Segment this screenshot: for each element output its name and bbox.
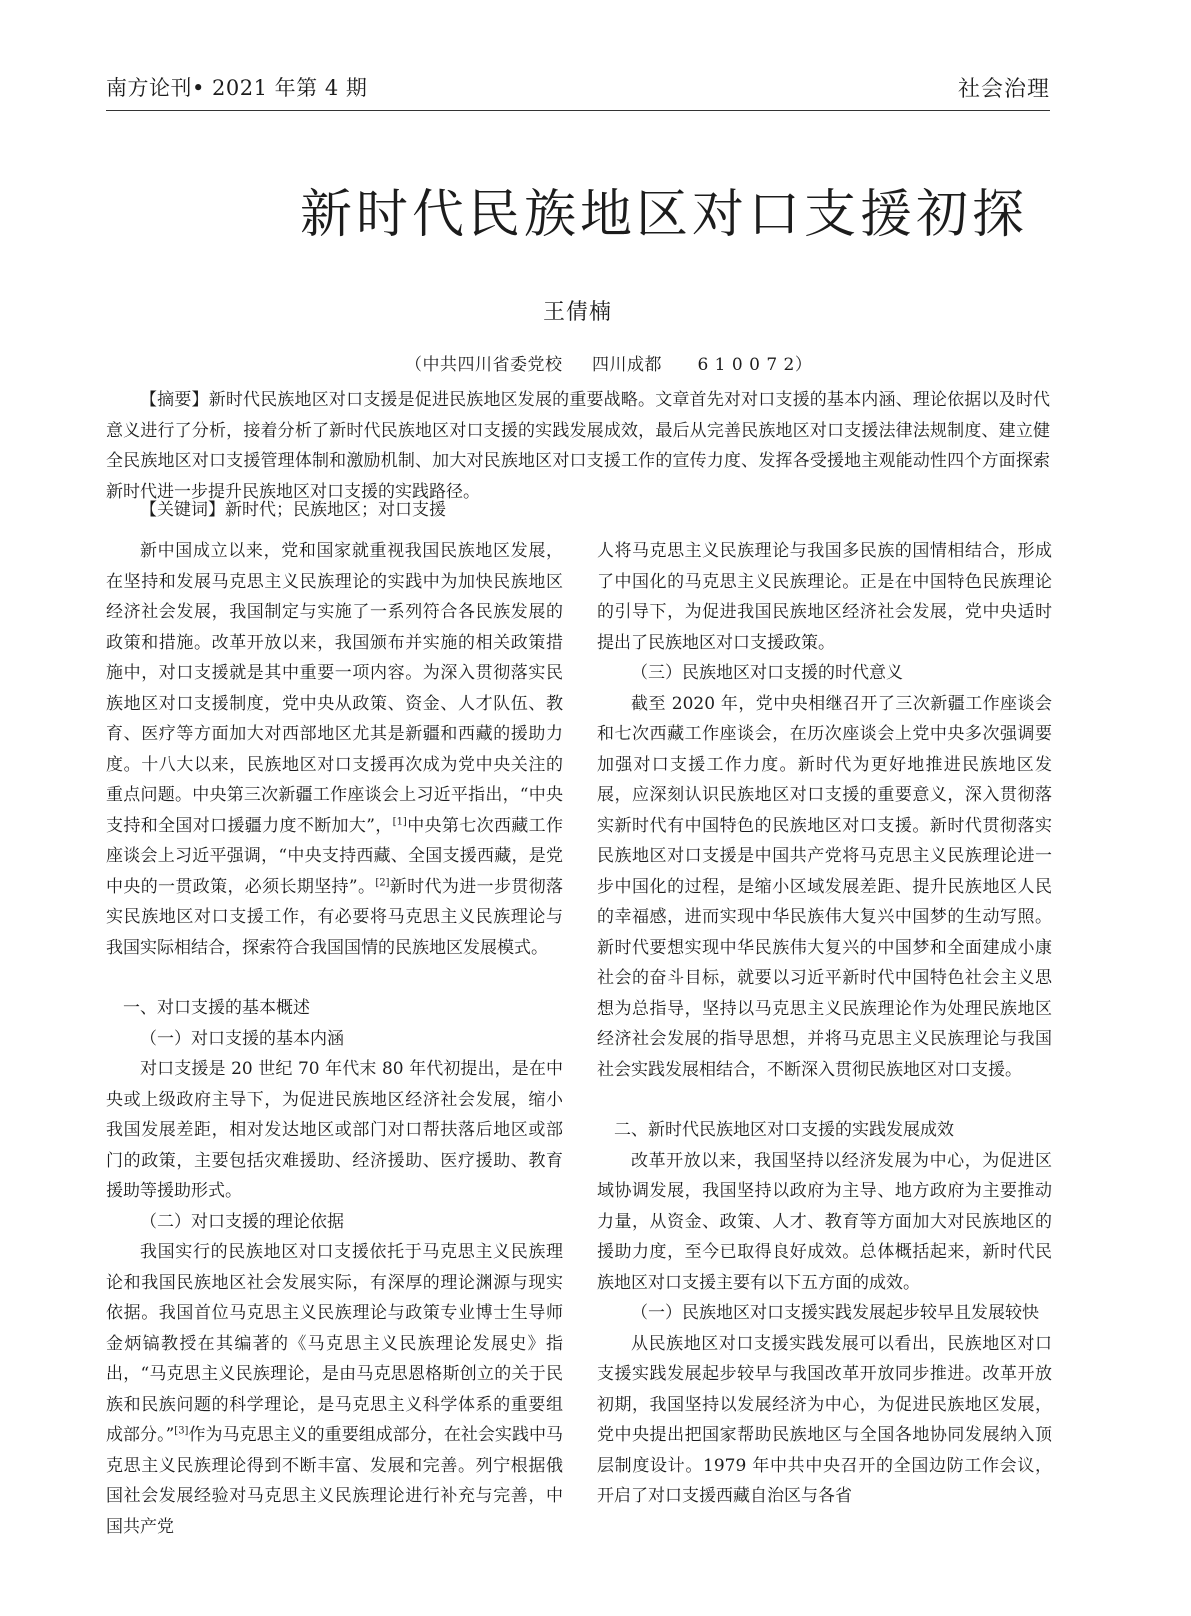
author-affiliation: （中共四川省委党校 四川成都 6 1 0 0 7 2） — [405, 355, 813, 375]
citation-1: [1] — [392, 815, 407, 827]
journal-name: 南方论刊• 2021 年第 4 期 — [106, 76, 368, 100]
intro-text-a: 新中国成立以来，党和国家就重视我国民族地区发展，在坚持和发展马克思主义民族理论的实践中为加快民族地区经济社会发展，我国制定与实施了一系列符合各民族发展的政策和措施。改革开放以来，我国颁布并实施的相关政策措施中，对口支援就是其中重要一项内容。为深入贯彻落实民族地区对口支援制度，党中央从政策、资金、人才队伍、教育、医疗等方面加大对西部地区尤其是新疆和西藏的援助力度。十八大以来，民族地区对口支援再次成为党中央关注的重点问题。中央第三次新疆工作座谈会上习近平指出，“中央支持和全国对口援疆力度不断加大”， — [106, 541, 563, 836]
citation-2: [2] — [375, 876, 390, 888]
right-column — [597, 536, 1052, 1512]
subsection-2-heading: （二）对口支援的理论依据 — [140, 1211, 344, 1232]
subsection-3-heading: （三）民族地区对口支援的时代意义 — [631, 663, 903, 683]
intro-paragraph — [106, 536, 563, 963]
abstract: 【摘要】新时代民族地区对口支援是促进民族地区发展的重要战略。文章首先对对口支援的基本内涵、理论依据以及时代意义进行了分析，接着分析了新时代民族地区对口支援的实践发展成效，最后从完善民族地区对口支援法律法规制度、建立健全民族地区对口支援管理体制和激励机制、加大对民族地区对口支援工作的宣传力度、发挥各受援地主观能动性四个方面探索新时代进一步提升民族地区对口支援的实践路径。 — [106, 390, 1050, 502]
keywords: 【关键词】新时代；民族地区；对口支援 — [140, 500, 446, 520]
subsection-2-text-a: 我国实行的民族地区对口支援依托于马克思主义民族理论和我国民族地区社会发展实际，有深厚的理论渊源与现实依据。我国首位马克思主义民族理论与政策专业博士生导师金炳镐教授在其编著的《马克思主义民族理论发展史》指出，“马克思主义民族理论，是由马克思恩格斯创立的关于民族和民族问题的科学理论，是马克思主义科学体系的重要组成部分。” — [106, 1242, 563, 1445]
section-2-paragraph: 改革开放以来，我国坚持以经济发展为中心，为促进区域协调发展，我国坚持以政府为主导、地方政府为主要推动力量，从资金、政策、人才、教育等方面加大对民族地区的援助力度，至今已取得良好成效。总体概括起来，新时代民族地区对口支援主要有以下五方面的成效。 — [597, 1150, 1052, 1293]
intro-text-b: 中央第七次西藏工作座谈会上习近平强调，“中央支持西藏、全国支援西藏，是党中央的一贯政策，必须长期坚持”。 — [106, 815, 564, 897]
header-divider — [106, 110, 1050, 111]
left-column — [106, 536, 563, 1542]
subsection-4-paragraph: 从民族地区对口支援实践发展可以看出，民族地区对口支援实践发展起步较早与我国改革开放同步推进。改革开放初期，我国坚持以发展经济为中心，为促进民族地区发展，党中央提出把国家帮助民族地区与全国各地协同发展纳入顶层制度设计。1979 年中共中央召开的全国边防工作会议，开启了对口支援西藏自治区与各省 — [597, 1333, 1052, 1506]
subsection-1-heading: （一）对口支援的基本内涵 — [140, 1028, 344, 1049]
citation-3: [3] — [174, 1425, 189, 1437]
article-title: 新时代民族地区对口支援初探 — [300, 185, 1029, 245]
subsection-3-paragraph: 截至 2020 年，党中央相继召开了三次新疆工作座谈会和七次西藏工作座谈会，在历次座谈会上党中央多次强调要加强对口支援工作力度。新时代为更好地推进民族地区发展，应深刻认识民族地区对口支援的重要意义，深入贯彻落实新时代有中国特色的民族地区对口支援。新时代贯彻落实民族地区对口支援是中国共产党将马克思主义民族理论进一步中国化的过程，是缩小区域发展差距、提升民族地区人民的幸福感，进而实现中华民族伟大复兴中国梦的生动写照。新时代要想实现中华民族伟大复兴的中国梦和全面建成小康社会的奋斗目标，就要以习近平新时代中国特色社会主义思想为总指导，坚持以马克思主义民族理论作为处理民族地区经济社会发展的指导思想，并将马克思主义民族理论与我国社会实践发展相结合，不断深入贯彻民族地区对口支援。 — [597, 693, 1052, 1080]
subsection-1-paragraph: 对口支援是 20 世纪 70 年代末 80 年代初提出，是在中央或上级政府主导下，为促进民族地区经济社会发展，缩小我国发展差距，相对发达地区或部门对口帮扶落后地区或部门的政策，主要包括灾难援助、经济援助、医疗援助、教育援助等援助形式。 — [106, 1059, 563, 1201]
subsection-2-paragraph — [106, 1237, 563, 1542]
intro-text-c: 新时代为进一步贯彻落实民族地区对口支援工作，有必要将马克思主义民族理论与我国实际相结合，探索符合我国国情的民族地区发展模式。 — [106, 876, 563, 958]
section-1-heading: 一、对口支援的基本概述 — [123, 998, 310, 1018]
continued-paragraph: 人将马克思主义民族理论与我国多民族的国情相结合，形成了中国化的马克思主义民族理论。正是在中国特色民族理论的引导下，为促进我国民族地区经济社会发展，党中央适时提出了民族地区对口支援政策。 — [597, 541, 1052, 653]
subsection-2-text-b: 作为马克思主义的重要组成部分，在社会实践中马克思主义民族理论得到不断丰富、发展和完善。列宁根据俄国社会发展经验对马克思主义民族理论进行补充与完善，中国共产党 — [106, 1425, 563, 1537]
section-name: 社会治理 — [957, 77, 1050, 102]
subsection-4-heading: （一）民族地区对口支援实践发展起步较早且发展较快 — [631, 1303, 1039, 1323]
author-name: 王倩楠 — [543, 300, 613, 325]
section-2-heading: 二、新时代民族地区对口支援的实践发展成效 — [614, 1120, 954, 1140]
